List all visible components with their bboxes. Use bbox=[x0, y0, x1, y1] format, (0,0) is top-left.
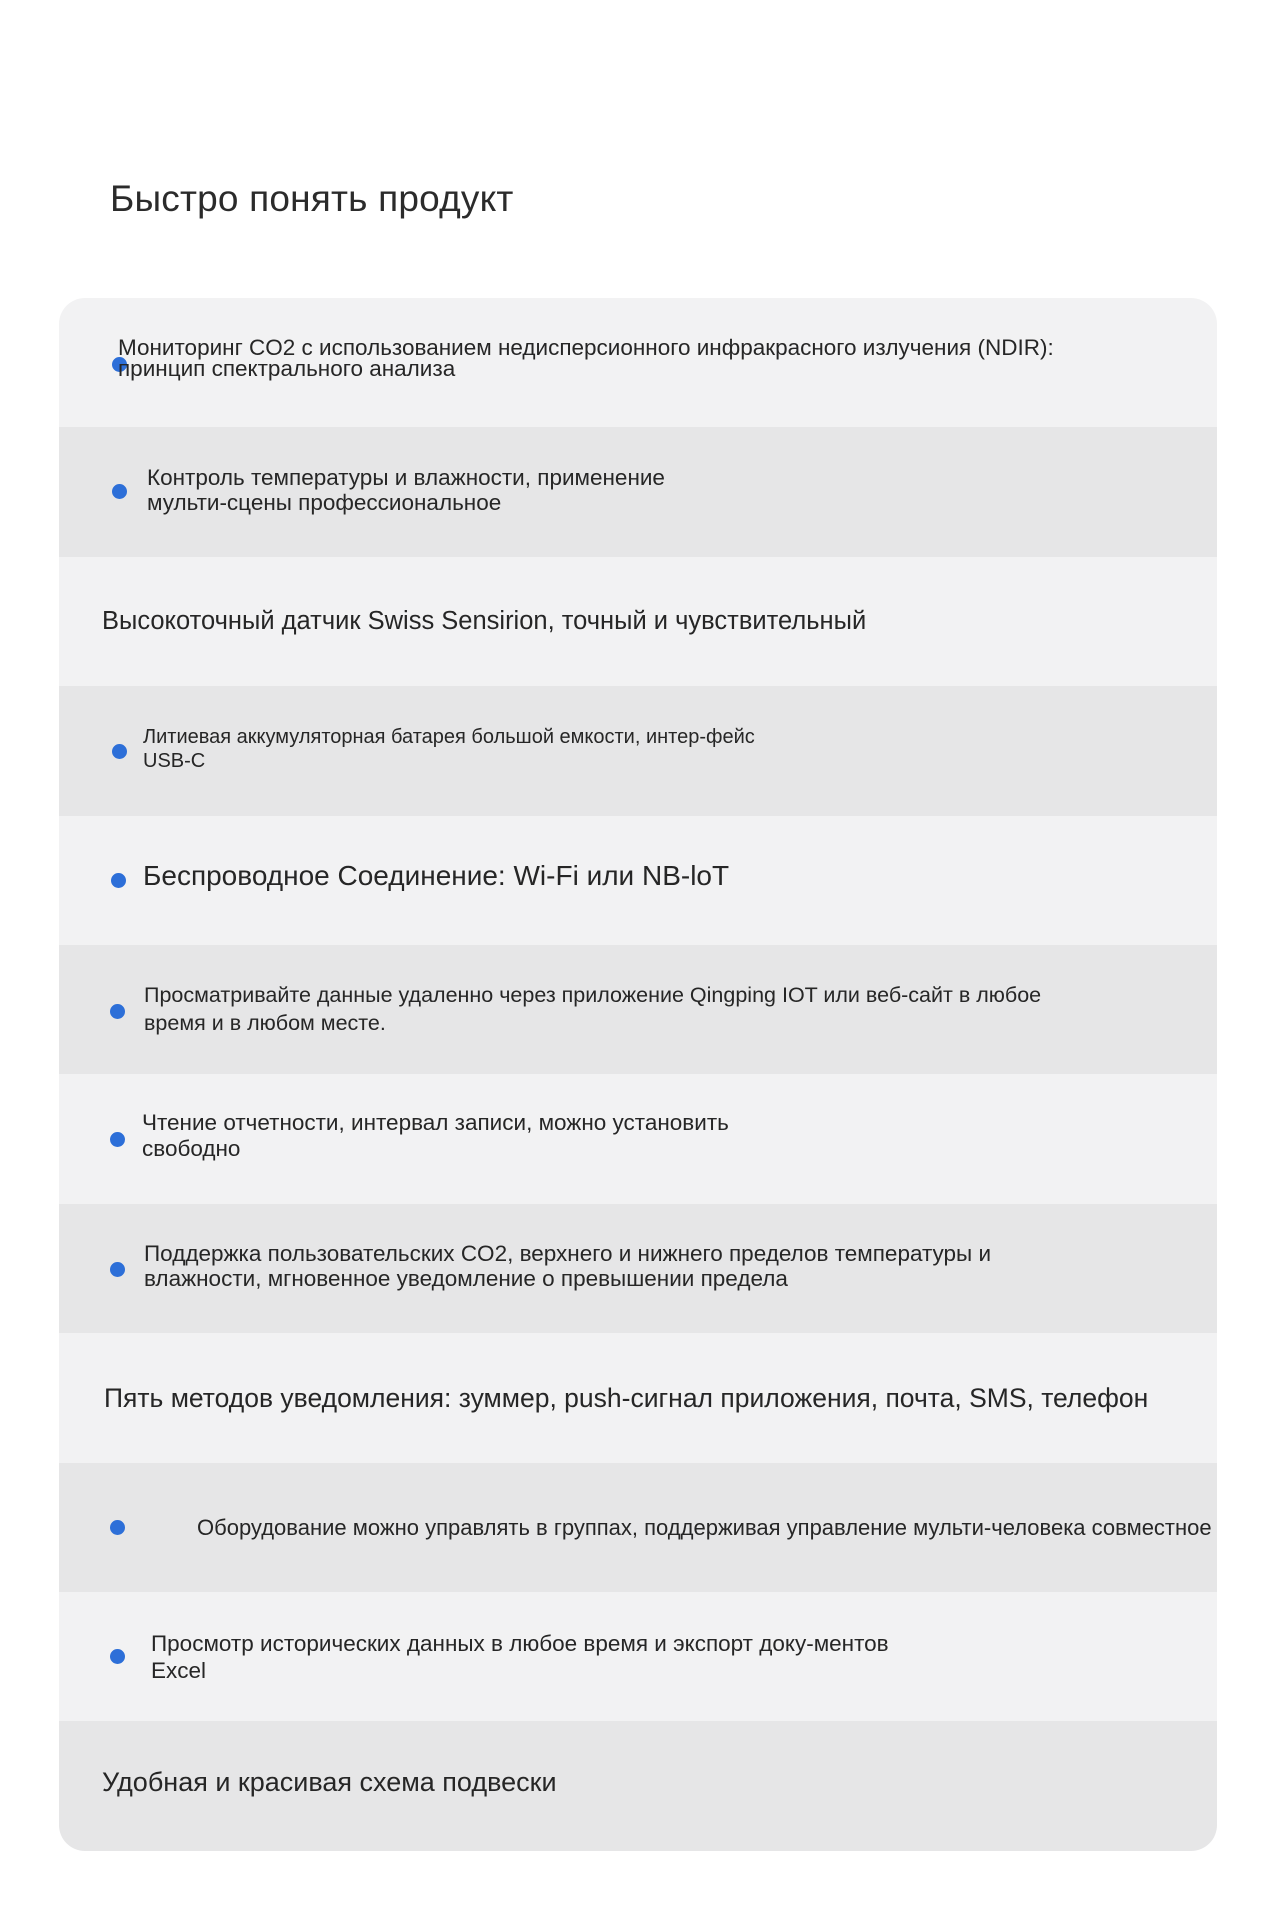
feature-item-sensirion-sensor bbox=[59, 557, 1217, 686]
feature-item-temp-humidity bbox=[59, 427, 1217, 556]
feature-item-notification-methods bbox=[59, 1333, 1217, 1462]
feature-text: Беспроводное Соединение: Wi-Fi или NB-loT bbox=[143, 859, 730, 891]
feature-item-custom-limits bbox=[59, 1204, 1217, 1333]
feature-text: Просматривайте данные удаленно через приложение Qingping IOT или веб-сайт в любое время и в любом месте. bbox=[144, 982, 1042, 1035]
feature-text: Литиевая аккумуляторная батарея большой емкости, интер-фейс USB-C bbox=[143, 726, 755, 773]
page-title: Быстро понять продукт bbox=[110, 178, 514, 219]
feature-text: Пять методов уведомления: зуммер, push-сигнал приложения, почта, SMS, телефон bbox=[104, 1383, 1149, 1414]
bullet-dot-icon bbox=[110, 1520, 125, 1535]
bullet-dot-icon bbox=[112, 484, 127, 499]
bullet-dot-icon bbox=[110, 1132, 125, 1147]
feature-text: Просмотр исторических данных в любое время и экспорт доку-ментов Excel bbox=[151, 1630, 889, 1683]
bullet-dot-icon bbox=[111, 873, 126, 888]
feature-text: Мониторинг CO2 с использованием недисперсионного инфракрасного излучения (NDIR): принцип спектрального анализа bbox=[118, 335, 1054, 381]
feature-item-reporting-interval bbox=[59, 1074, 1217, 1203]
feature-text: Высокоточный датчик Swiss Sensirion, точный и чувствительный bbox=[102, 606, 867, 635]
feature-item-remote-data bbox=[59, 945, 1217, 1074]
feature-text: Контроль температуры и влажности, применение мульти-сцены профессиональное bbox=[147, 465, 665, 516]
feature-text: Чтение отчетности, интервал записи, можно установить свободно bbox=[142, 1110, 729, 1162]
bullet-dot-icon bbox=[110, 1649, 125, 1664]
feature-item-wireless bbox=[59, 816, 1217, 945]
feature-item-ndir-co2 bbox=[59, 298, 1217, 427]
feature-item-battery-usbc bbox=[59, 686, 1217, 815]
feature-item-mounting bbox=[59, 1721, 1217, 1850]
bullet-dot-icon bbox=[110, 1004, 125, 1019]
feature-text: Удобная и красивая схема подвески bbox=[102, 1767, 557, 1798]
bullet-dot-icon bbox=[112, 744, 127, 759]
feature-item-history-export bbox=[59, 1592, 1217, 1721]
feature-text: Поддержка пользовательских CO2, верхнего и нижнего пределов температуры и влажности, мгновенное уведомление о превышении предела bbox=[144, 1240, 992, 1291]
feature-list bbox=[59, 298, 1217, 1851]
bullet-dot-icon bbox=[110, 1262, 125, 1277]
feature-text-group-management: Оборудование можно управлять в группах, поддерживая управление мульти-человека совместное bbox=[197, 1515, 1212, 1540]
